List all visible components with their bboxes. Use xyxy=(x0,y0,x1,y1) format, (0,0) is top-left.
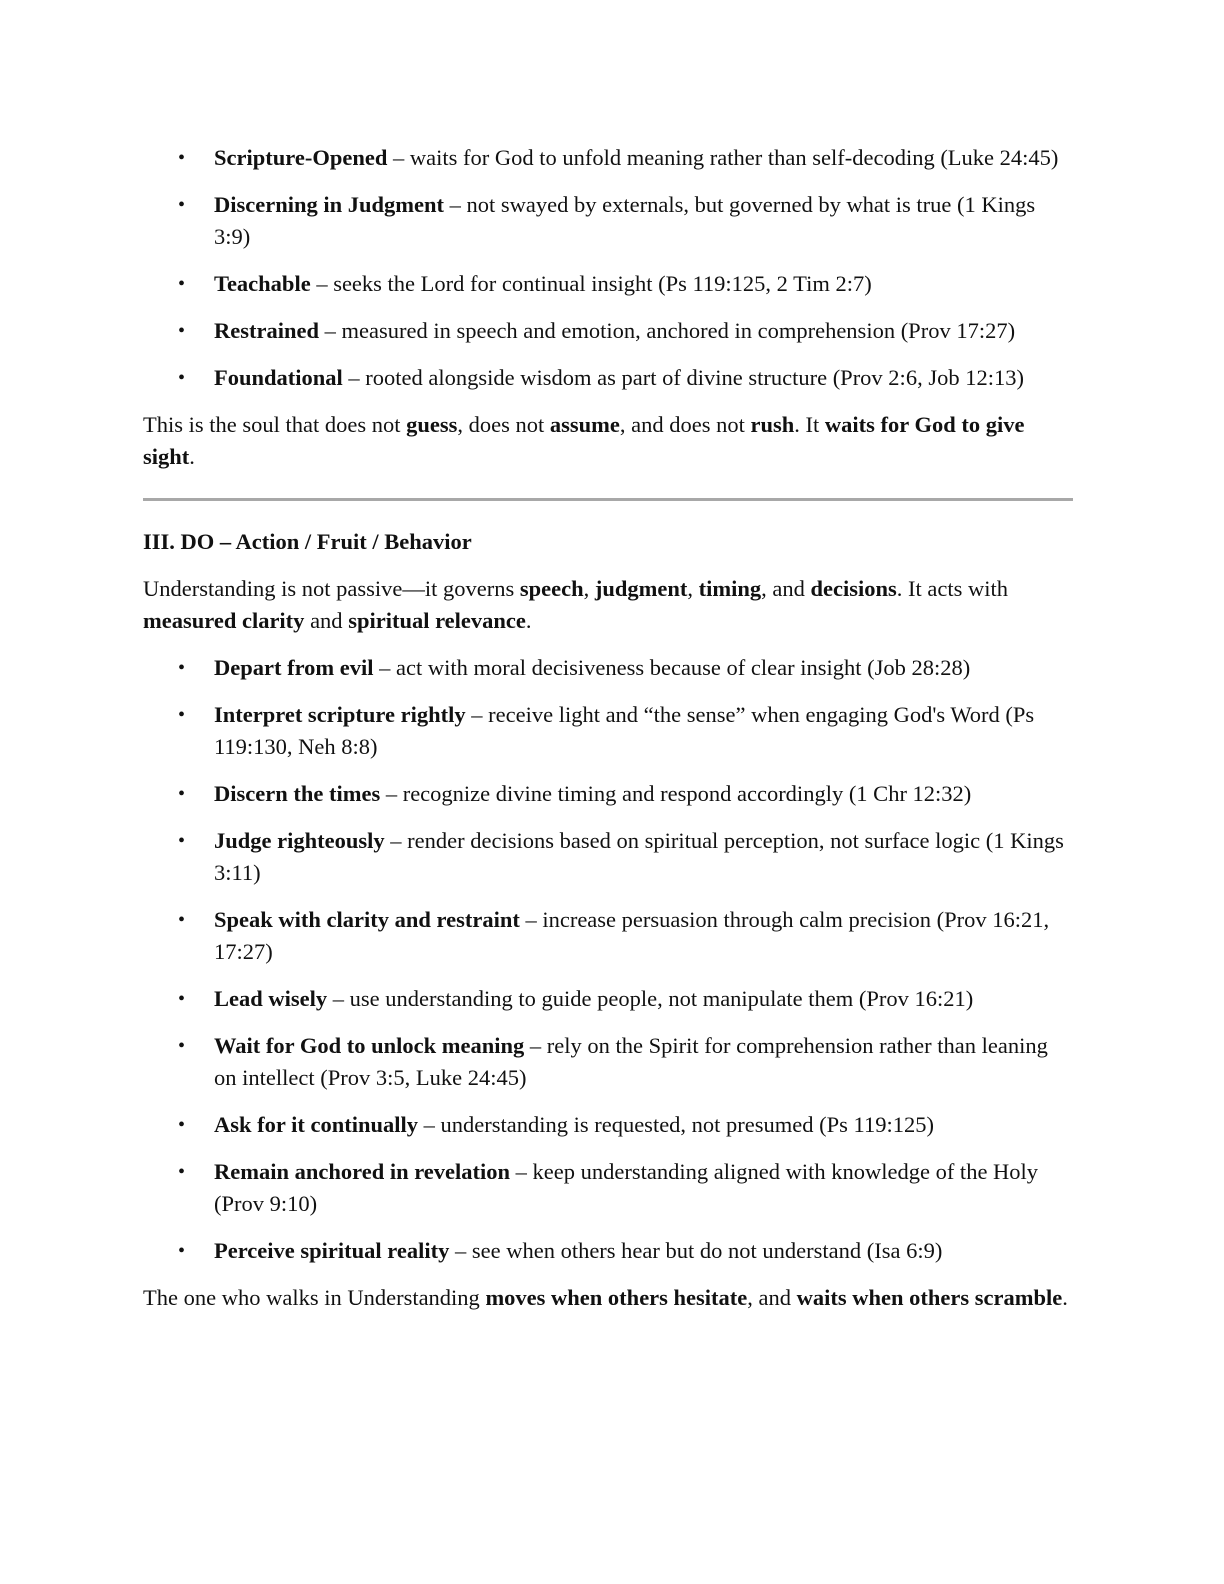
item-desc: – use understanding to guide people, not manipulate them (Prov 16:21) xyxy=(327,986,974,1011)
intro-paragraph xyxy=(143,573,1073,637)
item-term: Wait for God to unlock meaning xyxy=(214,1033,525,1058)
section-divider xyxy=(143,498,1073,501)
bold-run: moves when others hesitate xyxy=(485,1285,748,1310)
item-desc: – increase persuasion through calm precision (Prov 16:21, 17:27) xyxy=(214,907,1050,964)
text-run: , and xyxy=(761,576,811,601)
item-term: Teachable xyxy=(214,271,311,296)
bold-run: assume xyxy=(549,412,620,437)
list-item xyxy=(143,983,1073,1015)
list-item xyxy=(143,825,1073,889)
text-run: The one who walks in Understanding xyxy=(143,1285,486,1310)
bold-run: timing xyxy=(698,576,762,601)
bold-run: speech xyxy=(519,576,584,601)
item-desc: – keep understanding aligned with knowledge of the Holy (Prov 9:10) xyxy=(214,1159,1039,1216)
item-term: Interpret scripture rightly xyxy=(214,702,466,727)
text-run: Understanding is not passive—it governs xyxy=(143,576,520,601)
item-desc: – rooted alongside wisdom as part of divine structure (Prov 2:6, Job 12:13) xyxy=(342,365,1024,390)
list-item xyxy=(143,315,1073,347)
bold-run: spiritual relevance xyxy=(348,608,526,633)
item-term: Remain anchored in revelation xyxy=(214,1159,511,1184)
list-item xyxy=(143,1109,1073,1141)
list-item xyxy=(143,189,1073,253)
text-run: and xyxy=(304,608,349,633)
item-desc: – waits for God to unfold meaning rather than self-decoding (Luke 24:45) xyxy=(387,145,1059,170)
item-desc: – rely on the Spirit for comprehension rather than leaning on intellect (Prov 3:5, Luke 24:45) xyxy=(214,1033,1048,1090)
item-term: Ask for it continually xyxy=(214,1112,418,1137)
item-term: Foundational xyxy=(214,365,343,390)
text-run: This is the soul that does not xyxy=(143,412,407,437)
item-term: Speak with clarity and restraint xyxy=(214,907,520,932)
item-desc: – render decisions based on spiritual perception, not surface logic (1 Kings 3:11) xyxy=(214,828,1064,885)
text-run: , and xyxy=(747,1285,797,1310)
item-desc: – act with moral decisiveness because of clear insight (Job 28:28) xyxy=(373,655,971,680)
list-item xyxy=(143,778,1073,810)
text-run: , does not xyxy=(457,412,550,437)
bold-run: measured clarity xyxy=(143,608,305,633)
item-term: Depart from evil xyxy=(214,655,374,680)
item-term: Discerning in Judgment xyxy=(214,192,445,217)
item-desc: – seeks the Lord for continual insight (Ps 119:125, 2 Tim 2:7) xyxy=(310,271,872,296)
list-item xyxy=(143,268,1073,300)
text-run: . It xyxy=(794,412,825,437)
bold-run: waits for God to give sight xyxy=(143,412,1025,469)
list-item xyxy=(143,904,1073,968)
item-term: Perceive spiritual reality xyxy=(214,1238,450,1263)
item-term: Restrained xyxy=(214,318,319,343)
item-desc: – measured in speech and emotion, anchored in comprehension (Prov 17:27) xyxy=(319,318,1016,343)
document-page xyxy=(143,142,1073,1329)
bold-run: decisions xyxy=(810,576,897,601)
list-item xyxy=(143,699,1073,763)
text-run: . xyxy=(525,608,532,633)
item-desc: – understanding is requested, not presumed (Ps 119:125) xyxy=(417,1112,934,1137)
bold-run: judgment xyxy=(594,576,688,601)
bold-run: rush xyxy=(750,412,795,437)
summary-paragraph xyxy=(143,409,1073,473)
traits-list xyxy=(143,142,1073,394)
text-run: , and does not xyxy=(619,412,751,437)
text-run: , xyxy=(687,576,699,601)
actions-list xyxy=(143,652,1073,1267)
text-run: , xyxy=(583,576,595,601)
section-heading: III. DO – Action / Fruit / Behavior xyxy=(143,529,472,554)
list-item xyxy=(143,362,1073,394)
item-desc: – receive light and “the sense” when engaging God's Word (Ps 119:130, Neh 8:8) xyxy=(214,702,1035,759)
closing-paragraph xyxy=(143,1282,1073,1314)
item-term: Scripture-Opened xyxy=(214,145,388,170)
text-run: . It acts with xyxy=(896,576,1008,601)
item-term: Lead wisely xyxy=(214,986,328,1011)
item-term: Discern the times xyxy=(214,781,381,806)
text-run: . xyxy=(189,444,195,469)
list-item xyxy=(143,652,1073,684)
list-item xyxy=(143,142,1073,174)
list-item xyxy=(143,1030,1073,1094)
list-item xyxy=(143,1156,1073,1220)
text-run: . xyxy=(1062,1285,1068,1310)
list-item xyxy=(143,1235,1073,1267)
item-term: Judge righteously xyxy=(214,828,385,853)
bold-run: waits when others scramble xyxy=(796,1285,1063,1310)
bold-run: guess xyxy=(406,412,458,437)
item-desc: – recognize divine timing and respond accordingly (1 Chr 12:32) xyxy=(380,781,972,806)
item-desc: – see when others hear but do not understand (Isa 6:9) xyxy=(449,1238,943,1263)
item-desc: – not swayed by externals, but governed by what is true (1 Kings 3:9) xyxy=(214,192,1036,249)
